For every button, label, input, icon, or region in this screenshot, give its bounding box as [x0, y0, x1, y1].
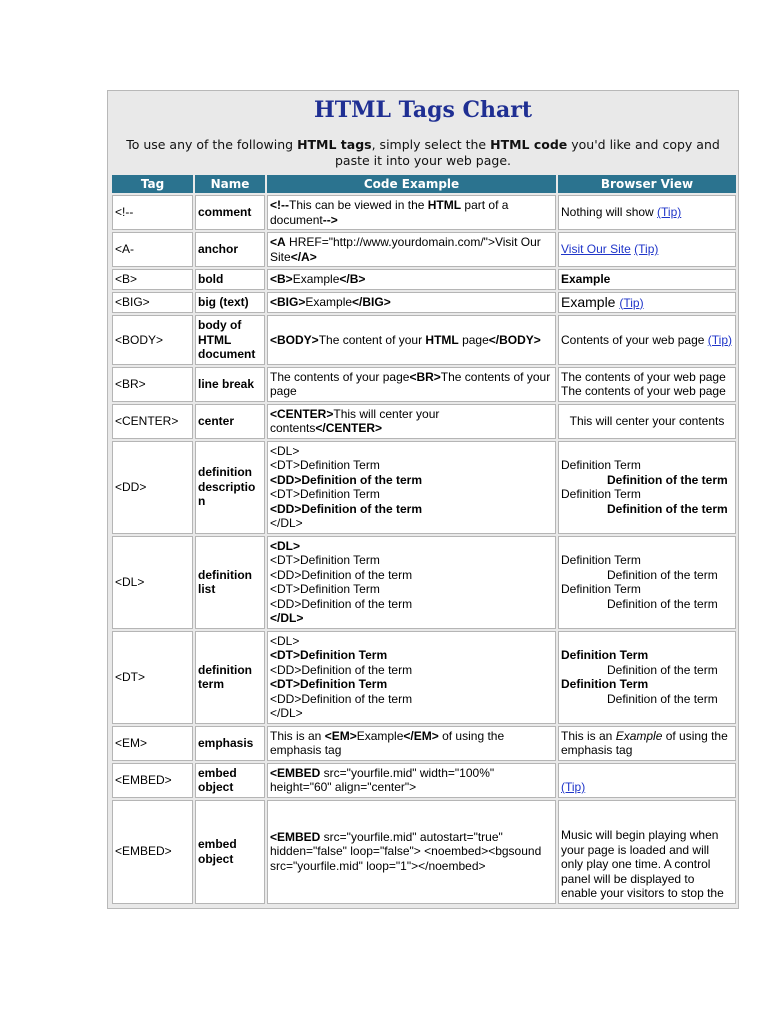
code-tag: </EM> — [403, 728, 439, 743]
code-tag: <BIG> — [270, 295, 306, 309]
view-definition: Definition of the term — [607, 596, 718, 611]
name-cell: emphasis — [195, 726, 265, 761]
browser-view-cell — [558, 315, 736, 365]
tag-cell: <BODY> — [112, 315, 193, 365]
code-line: <DD>Definition of the term — [270, 567, 413, 582]
table-row — [112, 631, 736, 724]
col-header-tag: Tag — [112, 175, 193, 193]
code-tag: <B> — [270, 272, 293, 286]
browser-view-cell — [558, 292, 736, 314]
html-tags-chart — [107, 90, 739, 909]
view-term: Definition Term — [561, 582, 641, 596]
code-line: <DD>Definition of the term — [270, 501, 423, 516]
code-cell — [267, 763, 556, 798]
code-text: This can be viewed in the — [289, 198, 428, 212]
code-cell — [267, 195, 556, 230]
name-cell: definition description — [195, 441, 265, 534]
code-text: The contents of your page — [270, 369, 410, 384]
col-header-name: Name — [195, 175, 265, 193]
view-term: Definition Term — [561, 553, 641, 567]
tag-cell: <DD> — [112, 441, 193, 534]
code-tag: </B> — [339, 272, 366, 286]
code-tag: </BODY> — [488, 332, 541, 347]
tag-cell: <EMBED> — [112, 763, 193, 798]
intro-bold: HTML code — [490, 137, 568, 152]
table-row — [112, 763, 736, 798]
view-definition: Definition of the term — [607, 567, 718, 582]
code-tag: <BODY> — [270, 332, 319, 347]
view-text: Contents of your web page — [561, 332, 708, 347]
name-cell: bold — [195, 269, 265, 290]
tag-cell: <DL> — [112, 536, 193, 629]
code-line: <DL> — [270, 443, 300, 458]
browser-view-cell — [558, 536, 736, 629]
intro-part: To use any of the following — [126, 137, 298, 152]
table-row — [112, 404, 736, 439]
code-text: Example — [305, 295, 353, 309]
view-term: Definition Term — [561, 648, 649, 662]
code-line: <DD>Definition of the term — [270, 596, 413, 611]
col-header-browser-view: Browser View — [558, 175, 736, 193]
code-tag: <EMBED — [270, 829, 321, 844]
table-row — [112, 726, 736, 761]
view-text: Nothing will show — [561, 205, 658, 220]
code-line: <DT>Definition Term — [270, 553, 380, 567]
view-text: This is an — [561, 728, 616, 743]
view-text: Example — [561, 272, 611, 286]
code-text: Example — [292, 272, 340, 286]
code-text: HREF="http://www.yourdomain.com/">Visit Our Site — [270, 235, 541, 264]
col-header-code: Code Example — [267, 175, 556, 193]
view-text: of using the emphasis tag — [561, 728, 728, 757]
code-cell — [267, 367, 556, 402]
code-line: <DT>Definition Term — [270, 582, 380, 596]
code-tag: <BR> — [409, 369, 441, 384]
view-definition: Definition of the term — [607, 691, 718, 706]
tags-table — [110, 173, 738, 906]
code-tag: <EMBED — [270, 765, 321, 780]
code-text: of using the emphasis tag — [270, 728, 505, 757]
name-cell: definition list — [195, 536, 265, 629]
chart-header — [110, 93, 736, 173]
name-cell: line break — [195, 367, 265, 402]
name-cell: embed object — [195, 763, 265, 798]
code-text: Example — [356, 728, 404, 743]
name-cell: anchor — [195, 232, 265, 267]
name-cell: body of HTML document — [195, 315, 265, 365]
code-bold: HTML — [425, 332, 459, 347]
code-text: This is an — [270, 728, 325, 743]
example-link[interactable]: Visit Our Site — [561, 242, 631, 257]
browser-view-cell — [558, 441, 736, 534]
browser-view-cell: This will center your contents — [558, 404, 736, 439]
code-cell — [267, 726, 556, 761]
view-text: The contents of your web page — [561, 384, 726, 398]
table-row — [112, 232, 736, 267]
tag-cell: <BR> — [112, 367, 193, 402]
code-tag: </A> — [290, 249, 317, 264]
name-cell: comment — [195, 195, 265, 230]
tag-cell: <BIG> — [112, 292, 193, 314]
code-cell — [267, 232, 556, 267]
table-row — [112, 441, 736, 534]
code-tag: <CENTER> — [270, 406, 334, 421]
name-cell: big (text) — [195, 292, 265, 314]
table-row — [112, 292, 736, 314]
table-row — [112, 800, 736, 904]
code-text: src="yourfile.mid" autostart="true" hidden="false" loop="false"> <noembed><bgsound src="yourfile.mid" loop="1"></noembed> — [270, 829, 542, 873]
code-line: <DT>Definition Term — [270, 487, 380, 501]
code-cell — [267, 631, 556, 724]
code-cell — [267, 441, 556, 534]
code-cell — [267, 536, 556, 629]
code-tag: </BIG> — [352, 295, 391, 309]
code-cell — [267, 315, 556, 365]
code-text: The contents of your page — [270, 369, 551, 398]
page-title: HTML Tags Chart — [313, 97, 533, 123]
view-emphasis: Example — [615, 728, 663, 743]
code-tag: <!-- — [270, 198, 289, 212]
code-text: The content of your — [318, 332, 426, 347]
tip-link[interactable]: (Tip) — [619, 295, 644, 310]
tag-cell: <EMBED> — [112, 800, 193, 904]
tag-cell: <EM> — [112, 726, 193, 761]
code-line: <DD>Definition of the term — [270, 691, 413, 706]
browser-view-cell — [558, 195, 736, 230]
view-text: The contents of your web page — [561, 369, 726, 384]
table-header-row — [112, 175, 736, 193]
code-line: <DD>Definition of the term — [270, 472, 423, 487]
view-definition: Definition of the term — [607, 501, 728, 516]
code-cell — [267, 269, 556, 290]
code-line: <DT>Definition Term — [270, 458, 380, 472]
view-text: Music will begin playing when your page is loaded and will only play one time. A control panel will be displayed to enable your visitors to stop the — [561, 828, 724, 900]
name-cell: definition term — [195, 631, 265, 724]
table-row — [112, 315, 736, 365]
code-cell — [267, 404, 556, 439]
view-term: Definition Term — [561, 487, 641, 501]
code-bold: HTML — [427, 198, 462, 212]
view-definition: Definition of the term — [607, 662, 718, 677]
intro-part: you'd like and copy and paste it into your web page. — [334, 137, 720, 168]
table-row — [112, 269, 736, 290]
code-line: <DL> — [270, 633, 300, 648]
tip-link[interactable]: (Tip) — [561, 780, 586, 794]
table-row — [112, 367, 736, 402]
code-text: part of a document — [270, 198, 509, 227]
tag-cell: <A- — [112, 232, 193, 267]
code-tag: </CENTER> — [315, 421, 383, 435]
browser-view-cell — [558, 631, 736, 724]
code-text: page — [458, 332, 489, 347]
code-text: This will center your contents — [270, 406, 440, 435]
browser-view-cell — [558, 232, 736, 267]
code-tag: <A — [270, 235, 286, 249]
view-term: Definition Term — [561, 458, 641, 472]
code-line: </DL> — [270, 516, 303, 530]
code-line: <DL> — [270, 538, 301, 553]
code-line: <DT>Definition Term — [270, 648, 388, 662]
tip-link[interactable]: (Tip) — [707, 332, 732, 347]
view-text: Example — [561, 293, 620, 310]
code-line: <DT>Definition Term — [270, 677, 388, 691]
browser-view-cell — [558, 367, 736, 402]
code-line: </DL> — [270, 706, 303, 720]
intro-part: , simply select the — [371, 137, 491, 152]
code-line: <DD>Definition of the term — [270, 662, 413, 677]
browser-view-cell — [558, 726, 736, 761]
intro-bold: HTML tags — [297, 137, 372, 152]
code-tag: <EM> — [324, 728, 357, 743]
browser-view-cell — [558, 763, 736, 798]
tip-link[interactable]: (Tip) — [634, 242, 659, 257]
code-tag: --> — [322, 212, 338, 227]
view-term: Definition Term — [561, 677, 649, 691]
tag-cell: <B> — [112, 269, 193, 290]
table-row — [112, 536, 736, 629]
tag-cell: <CENTER> — [112, 404, 193, 439]
browser-view-cell — [558, 800, 736, 904]
code-cell — [267, 800, 556, 904]
browser-view-cell — [558, 269, 736, 290]
tip-link[interactable]: (Tip) — [657, 205, 682, 220]
code-line: </DL> — [270, 611, 304, 625]
view-definition: Definition of the term — [607, 472, 728, 487]
name-cell: center — [195, 404, 265, 439]
code-cell — [267, 292, 556, 314]
name-cell: embed object — [195, 800, 265, 904]
tag-cell: <!-- — [112, 195, 193, 230]
code-text: src="yourfile.mid" width="100%" height="60" align="center"> — [270, 765, 495, 794]
tag-cell: <DT> — [112, 631, 193, 724]
table-row — [112, 195, 736, 230]
intro-text — [114, 137, 732, 169]
